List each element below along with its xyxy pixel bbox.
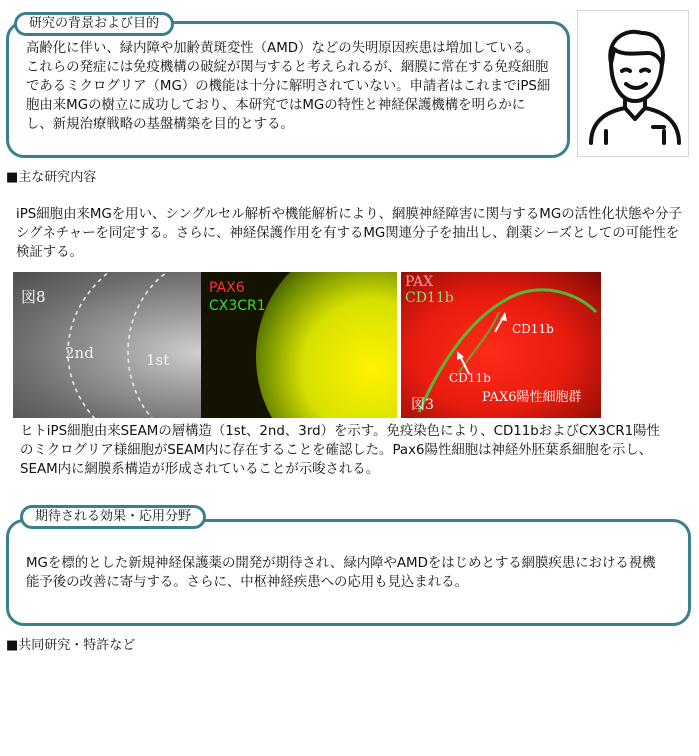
pax-label-clip: PAX <box>405 274 434 290</box>
background-tag: 研究の背景および目的 <box>14 12 174 36</box>
cx3cr1-label: CX3CR1 <box>209 298 266 314</box>
background-text: 高齢化に伴い、緑内障や加齢黄斑変性（AMD）などの失明原因疾患は増加している。これらの発症には免疫機構の破綻が関与すると考えられるが、網膜に常在する免疫細胞であるミクログリア（MG）の機能は十分に解明されていない。申請者はこれまでiPS細胞由来MGの樹立に成功しており、本研究ではMGの特性と神経保護機構を明らかにし、新規治療戦略の基盤構築を目的とする。 <box>26 41 551 132</box>
cd11b-arrow-label-1: CD11b <box>512 322 554 336</box>
main-research-heading: ■主な研究内容 <box>6 170 97 185</box>
effects-text: MGを標的とした新規神経保護薬の開発が期待され、緑内障やAMDをはじめとする網膜疾患における視機能予後の改善に寄与する。さらに、中枢神経疾患への応用も見込まれる。 <box>26 556 656 590</box>
ring-1st-label: 1st <box>146 351 170 369</box>
pax6-label: PAX6 <box>209 280 245 296</box>
person-icon <box>578 11 688 156</box>
researcher-avatar <box>577 10 689 157</box>
main-research-text: iPS細胞由来MGを用い、シングルセル解析や機能解析により、網膜神経障害に関与するMGの活性化状態や分子シグネチャーを同定する。さらに、神経保護作用を有するMG関連分子を抽出し、創薬シーズとしての可能性を検証する。 <box>16 207 682 260</box>
effects-tag: 期待される効果・応用分野 <box>20 505 206 529</box>
collab-heading: ■共同研究・特許など <box>6 638 136 653</box>
pax6-cells-label: PAX6陽性細胞群 <box>482 390 582 405</box>
pax6-cx3cr1-panel <box>201 272 397 418</box>
cd11b-channel-label: CD11b <box>405 290 454 306</box>
cd11b-arrow-label-2: CD11b <box>449 371 491 385</box>
fig3-label: 図3 <box>411 397 434 413</box>
seam-grayscale-panel <box>13 272 201 418</box>
figure-caption: ヒトiPS細胞由来SEAMの層構造（1st、2nd、3rd）を示す。免疫染色により、CD11bおよびCX3CR1陽性のミクログリア様細胞がSEAM内に存在することを確認した。Pax6陽性細胞は神経外胚葉系細胞を示し、SEAM内に網膜系構造が形成されていることが示唆される。 <box>20 424 660 477</box>
pax6-cd11b-panel <box>401 272 601 418</box>
ring-2nd-label: 2nd <box>65 344 94 362</box>
fig8-label: 図8 <box>21 288 46 306</box>
